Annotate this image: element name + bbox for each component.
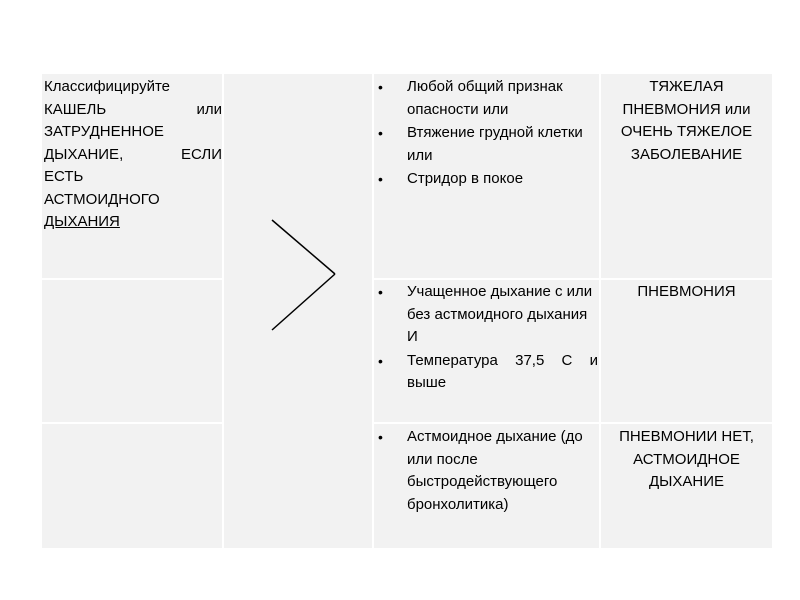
bullet-icon: • xyxy=(378,125,383,141)
signs-list-1 xyxy=(374,76,598,192)
table-cell-empty-3 xyxy=(42,424,222,548)
classification-result-2: ПНЕВМОНИЯ xyxy=(637,283,736,300)
classify-line: ДЫХАНИЕ, ЕСЛИ xyxy=(44,145,222,163)
classify-line: ЕСТЬ xyxy=(44,168,84,185)
list-item xyxy=(374,426,598,516)
chevron-upper-stroke xyxy=(272,220,335,274)
sign-text: Учащенное дыхание с или без астмоидного дыхания И xyxy=(407,283,593,345)
signs-list-2 xyxy=(374,281,598,396)
sign-text: Стридор в покое xyxy=(407,170,524,187)
sign-text: Втяжение грудной клетки или xyxy=(407,124,583,164)
classification-result-3: ПНЕВМОНИИ НЕТ, АСТМОИДНОЕ ДЫХАНИЕ xyxy=(619,428,754,490)
sign-text: Температура 37,5 С и выше xyxy=(407,351,598,391)
classify-line: АСТМОИДНОГО xyxy=(44,190,160,208)
list-item xyxy=(374,350,598,395)
classify-line: КАШЕЛЬ или xyxy=(44,100,222,118)
classify-line: ДЫХАНИЯ xyxy=(44,213,120,230)
classify-line: ЗАТРУДНЕННОЕ xyxy=(44,123,164,140)
bullet-icon: • xyxy=(378,352,383,369)
sign-text: Астмоидное дыхание (до или после быстродействующего бронхолитика) xyxy=(407,428,583,513)
signs-list-3 xyxy=(374,426,598,517)
list-item xyxy=(374,76,598,121)
list-item xyxy=(374,281,598,349)
classify-instruction xyxy=(44,76,222,234)
table-cell-empty-2 xyxy=(42,280,222,422)
list-item xyxy=(374,122,598,167)
bullet-icon: • xyxy=(378,284,383,300)
list-item xyxy=(374,168,598,191)
chevron-lower-stroke xyxy=(272,274,335,330)
bullet-icon: • xyxy=(378,171,383,187)
classification-result-1: ТЯЖЕЛАЯ ПНЕВМОНИЯ или ОЧЕНЬ ТЯЖЕЛОЕ ЗАБОЛЕВАНИЕ xyxy=(620,78,753,163)
bullet-icon: • xyxy=(378,429,383,445)
sign-text: Любой общий признак опасности или xyxy=(407,78,563,118)
bullet-icon: • xyxy=(378,79,383,95)
classify-line: Классифицируйте xyxy=(44,78,170,95)
chevron-arrow-icon xyxy=(262,212,342,337)
